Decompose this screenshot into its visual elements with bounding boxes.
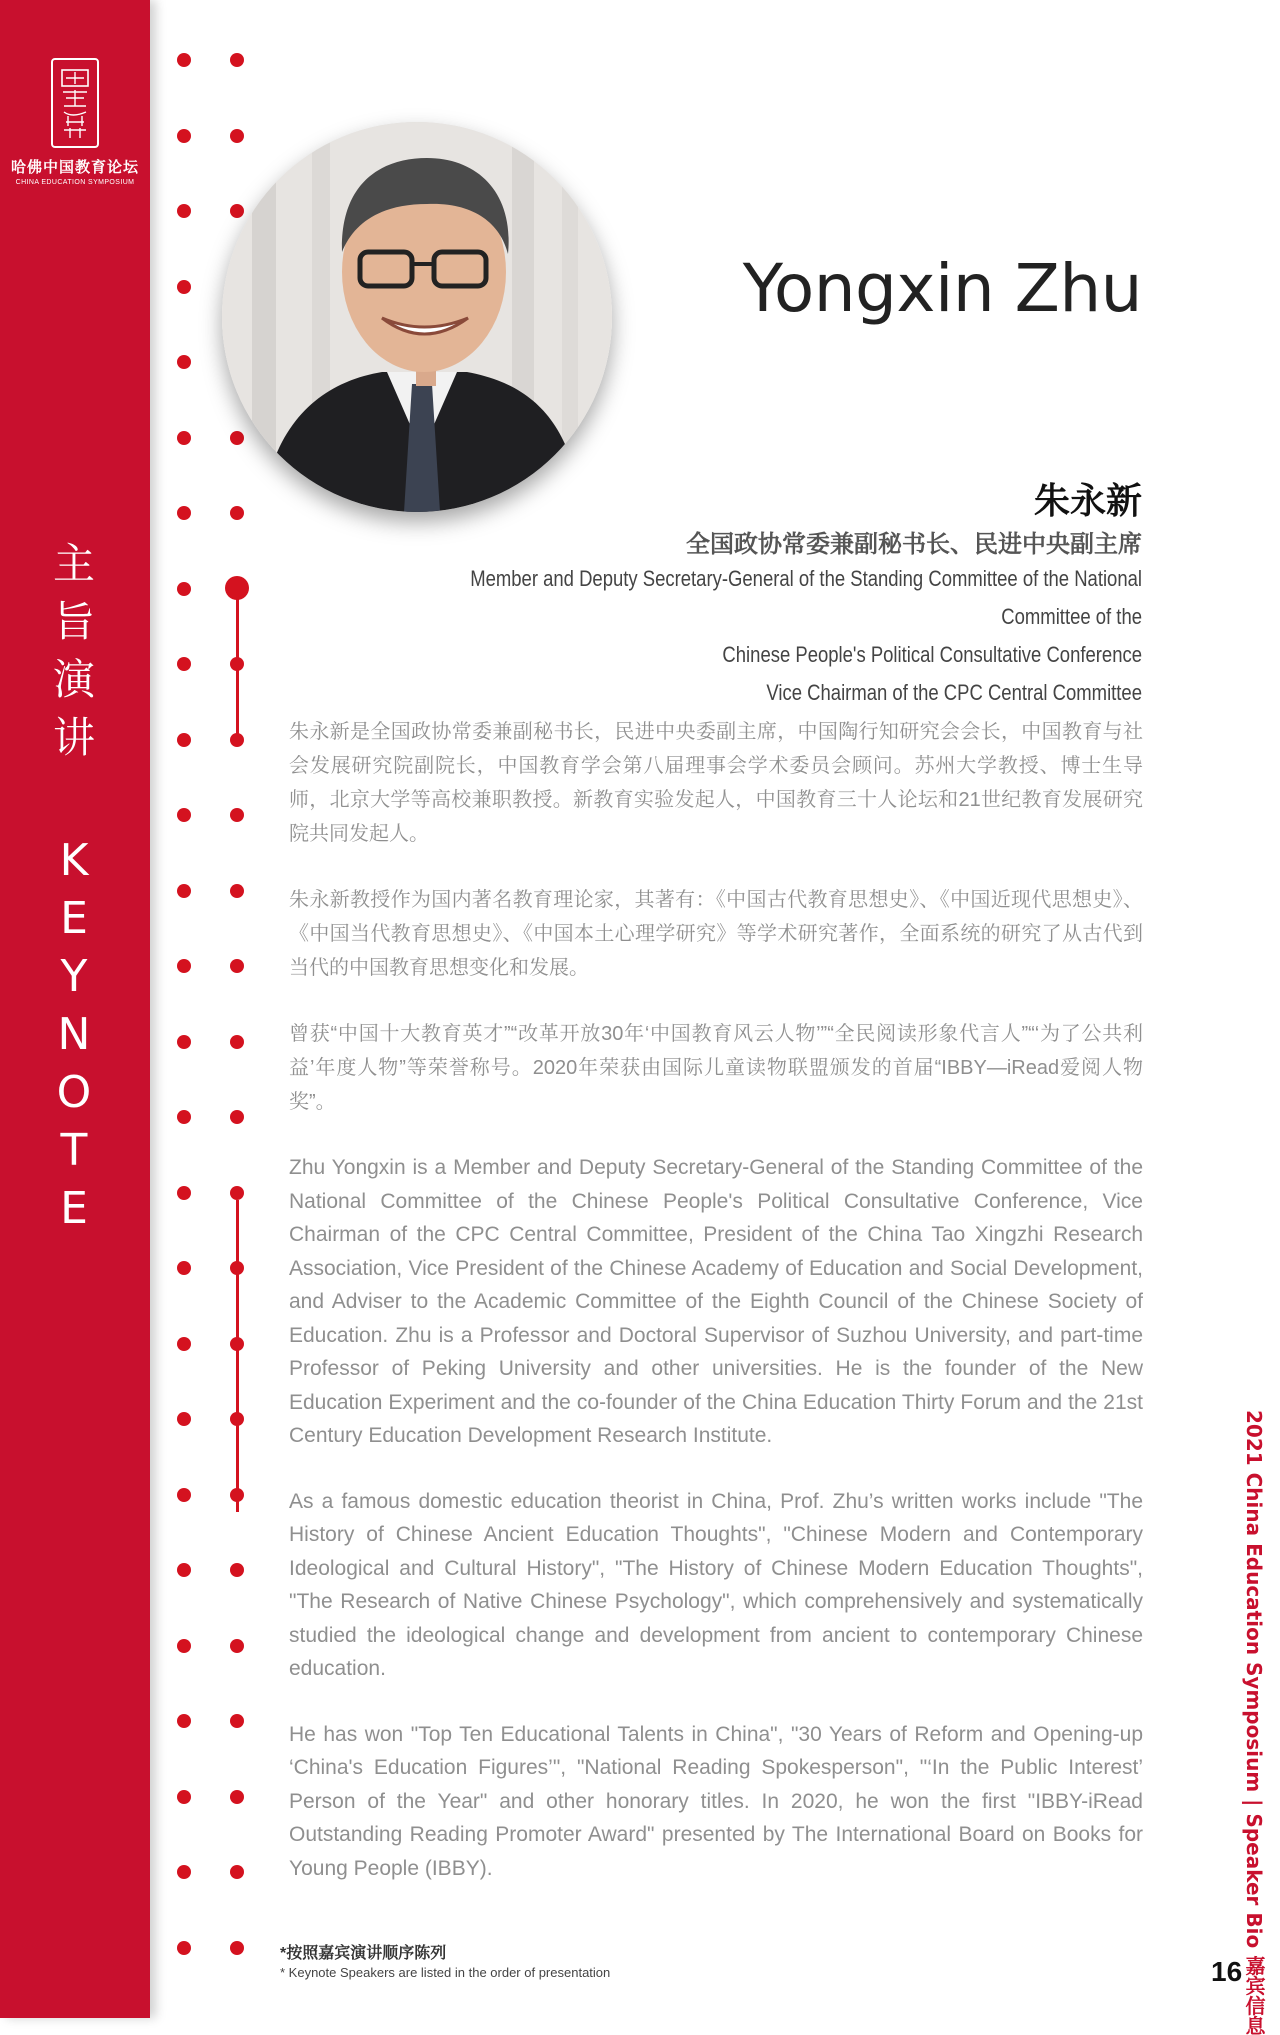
decorative-dot [177,1714,191,1728]
decorative-dot [230,53,244,67]
decorative-dot [230,1790,244,1804]
decorative-dot [177,280,191,294]
decorative-dot [230,204,244,218]
symposium-logo [10,58,140,186]
speaker-name-chinese: 朱永新 [1033,481,1142,522]
speaker-title-line: Vice Chairman of the CPC Central Committee [766,680,1142,705]
footnote-chinese: *按照嘉宾演讲顺序陈列 [280,1945,447,1962]
keynote-en-char: E [60,1183,88,1234]
decorative-dot [177,1412,191,1426]
decorative-dot [230,884,244,898]
section-caption: 2021 China Education Symposium | Speaker Bio 嘉宾信息 [1242,1410,1266,2035]
decorative-dot [230,808,244,822]
bio-paragraph-cn: 曾获“中国十大教育英才”“改革开放30年‘中国教育风云人物’”“全民阅读形象代言人”“‘为了公共利益’年度人物”等荣誉称号。2020年荣获由国际儿童读物联盟颁发的首届“IBBY—iRead爱阅人物奖”。 [289,1023,1143,1113]
logo-chinese-name: 哈佛中国教育论坛 [10,159,139,176]
decorative-dot [177,808,191,822]
decorative-dot [177,1337,191,1351]
bio-paragraph-en: He has won "Top Ten Educational Talents in China", "30 Years of Reform and Opening-up ‘China's Education Figures’", "National Reading Spokesperson", "‘In the Public Interest’ Person of the Year" and other honorary titles. In 2020, he won the first "IBBY-iRead Outstanding Reading Promoter Award" presented by The International Board on Books for Young People (IBBY). [289,1722,1143,1880]
bio-paragraph-en: As a famous domestic education theorist in China, Prof. Zhu’s written works include "The History of Chinese Ancient Education Thoughts", "Chinese Modern and Contemporary Ideological and Cultural History", "The History of Chinese Modern Education Thoughts", "The Research of Native Chinese Psychology", which comprehensively and systematically studied the ideological change and development from ancient to contemporary Chinese education. [289,1489,1143,1680]
page-number: 16 [1211,1956,1243,1987]
decorative-dot [177,959,191,973]
speaker-portrait [222,122,612,512]
speaker-title-chinese: 全国政协常委兼副秘书长、民进中央副主席 [686,530,1142,558]
decorative-dot [177,733,191,747]
decorative-dot [177,506,191,520]
decorative-dot [230,1110,244,1124]
keynote-cn-char: 主 [52,539,95,588]
logo-english-name: CHINA EDUCATION SYMPOSIUM [15,179,135,186]
decorative-dot [177,582,191,596]
decorative-dot [177,1488,191,1502]
sidebar [0,0,150,2018]
speaker-portrait-image [222,122,612,512]
decorative-dot [177,884,191,898]
decorative-dot [177,129,191,143]
keynote-label-english [48,832,100,1238]
decorative-dot [230,431,244,445]
decorative-dot [177,355,191,369]
decorative-dot [177,1639,191,1653]
speaker-title-line: Chinese People's Political Consultative Conference [722,642,1142,667]
decorative-dot [177,1261,191,1275]
decorative-dot [177,53,191,67]
decorative-connector-line [236,1200,239,1512]
decorative-dot [230,1639,244,1653]
decorative-dot [177,1110,191,1124]
logo-seal-icon [58,66,92,140]
footnote-english: * Keynote Speakers are listed in the order of presentation [280,1965,611,1980]
decorative-dot [177,1186,191,1200]
decorative-dot [230,1186,244,1200]
keynote-cn-char: 演 [52,655,95,704]
bio-paragraph-cn: 朱永新是全国政协常委兼副秘书长，民进中央委副主席，中国陶行知研究会会长，中国教育与社会发展研究院副院长，中国教育学会第八届理事会学术委员会顾问。苏州大学教授、博士生导师，北京大学等高校兼职教授。新教育实验发起人，中国教育三十人论坛和21世纪教育发展研究院共同发起人。 [289,721,1143,845]
keynote-en-char: E [60,893,88,944]
decorative-dot [177,431,191,445]
decorative-dot [230,1865,244,1879]
decorative-dot [177,204,191,218]
keynote-label-chinese [48,535,100,767]
decorative-connector-line [236,588,239,740]
decorative-dot [230,506,244,520]
keynote-cn-char: 讲 [52,713,95,762]
decorative-dot [177,1941,191,1955]
keynote-en-char: T [60,1125,88,1176]
decorative-dot [177,1865,191,1879]
decorative-dot [230,1035,244,1049]
keynote-en-char: K [59,835,89,886]
keynote-en-char: N [57,1009,91,1060]
decorative-dot [230,1714,244,1728]
decorative-dot [177,1035,191,1049]
keynote-cn-char: 旨 [52,597,95,646]
logo-seal [51,58,99,148]
decorative-dot-large [225,576,249,600]
bio-paragraph-cn: 朱永新教授作为国内著名教育理论家，其著有：《中国古代教育思想史》、《中国近现代思想史》、《中国当代教育思想史》、《中国本土心理学研究》等学术研究著作，全面系统的研究了从古代到当代的中国教育思想变化和发展。 [289,889,1143,979]
decorative-dot [177,657,191,671]
bio-paragraph-en: Zhu Yongxin is a Member and Deputy Secretary-General of the Standing Committee of the National Committee of the Chinese People's Political Consultative Conference, Vice Chairman of the CPC Central Committee, President of the China Tao Xingzhi Research Association, Vice President of the Chinese Academy of Education and Social Development, and Adviser to the Academic Committee of the Eighth Council of the Chinese Society of Education. Zhu is a Professor and Doctoral Supervisor of Suzhou University, and part-time Professor of Peking University and other universities. He is the founder of the New Education Experiment and the co-founder of the China Education Thirty Forum and the 21st Century Education Development Research Institute. [289,1156,1143,1447]
keynote-en-char: O [56,1067,92,1118]
speaker-bio [289,715,1143,1917]
speaker-title-english [342,560,1142,712]
decorative-dot [177,1790,191,1804]
decorative-dot [230,1941,244,1955]
decorative-dot [177,1563,191,1577]
speaker-title-line: Member and Deputy Secretary-General of the Standing Committee of the National Committee of the [470,566,1142,629]
speaker-name-english: Yongxin Zhu [742,250,1142,327]
keynote-en-char: Y [60,951,88,1002]
decorative-dot [230,129,244,143]
decorative-dot [230,1563,244,1577]
decorative-dot [230,959,244,973]
